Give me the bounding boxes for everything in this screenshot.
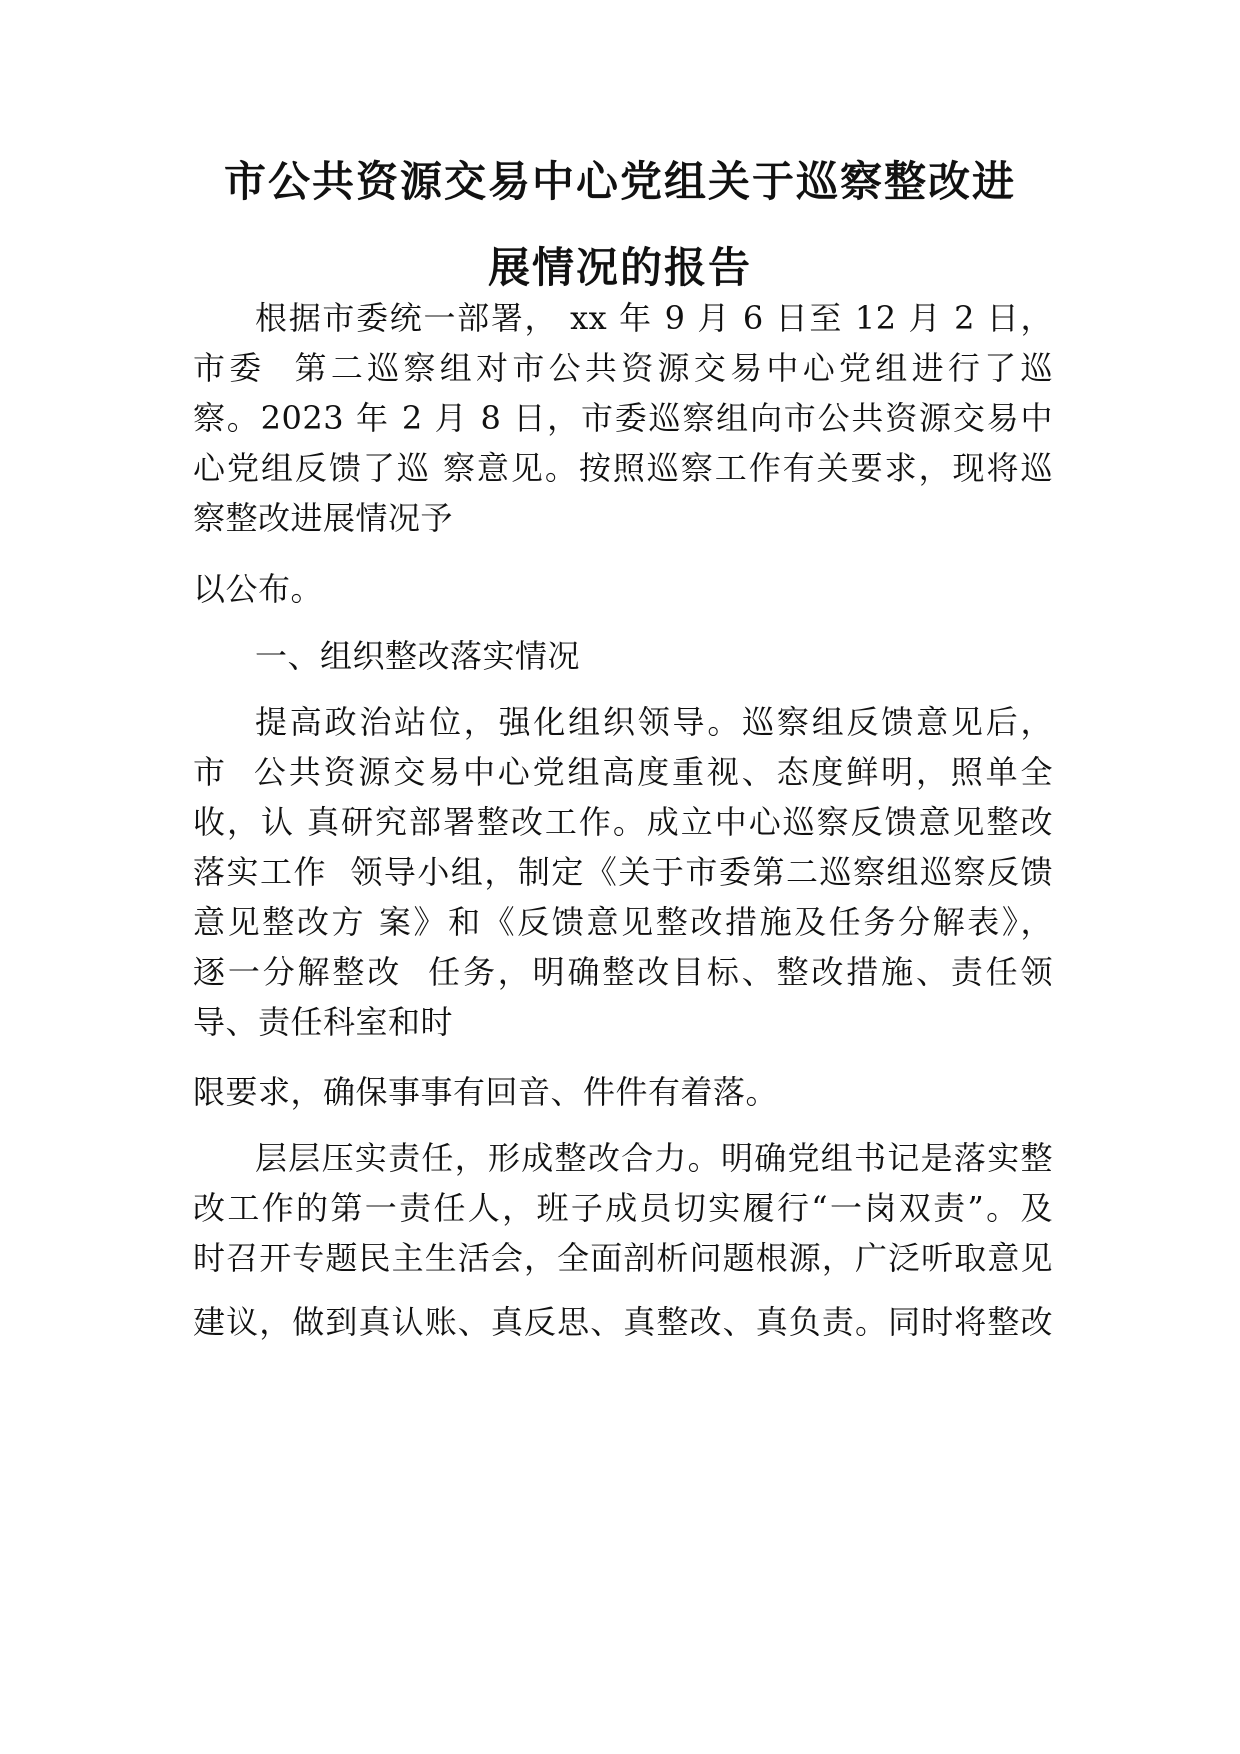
body-line-16: 层层压实责任，形成整改合力。明确党组书记是落实整: [255, 1139, 1053, 1177]
document-title-line-2: 展情况的报告: [487, 243, 752, 292]
body-line-6: 以公布。: [193, 570, 324, 608]
body-line-14: 导、责任科室和时: [193, 1003, 454, 1041]
body-line-9: 市 公共资源交易中心党组高度重视、态度鲜明，照单全: [193, 753, 1053, 791]
body-line-13: 逐一分解整改 任务，明确整改目标、整改措施、责任领: [193, 953, 1053, 991]
body-line-2: 市委 第二巡察组对市公共资源交易中心党组进行了巡: [193, 349, 1053, 387]
body-line-3: 察。2023 年 2 月 8 日，市委巡察组向市公共资源交易中: [193, 399, 1053, 437]
body-line-18: 时召开专题民主生活会，全面剖析问题根源，广泛听取意见: [193, 1239, 1053, 1277]
body-line-8: 提高政治站位，强化组织领导。巡察组反馈意见后，: [255, 703, 1053, 741]
body-line-10: 收，认 真研究部署整改工作。成立中心巡察反馈意见整改: [193, 803, 1053, 841]
body-line-15: 限要求，确保事事有回音、件件有着落。: [193, 1073, 779, 1111]
section-heading: 一、组织整改落实情况: [255, 637, 581, 675]
body-line-11: 落实工作 领导小组，制定《关于市委第二巡察组巡察反馈: [193, 853, 1053, 891]
body-line-19: 建议，做到真认账、真反思、真整改、真负责。同时将整改: [193, 1303, 1053, 1341]
body-line-12: 意见整改方 案》和《反馈意见整改措施及任务分解表》，: [193, 903, 1053, 941]
body-line-17: 改工作的第一责任人，班子成员切实履行“一岗双责”。及: [193, 1189, 1053, 1227]
body-line-4: 心党组反馈了巡 察意见。按照巡察工作有关要求，现将巡: [193, 449, 1053, 487]
body-line-1: 根据市委统一部署， xx 年 9 月 6 日至 12 月 2 日，: [255, 299, 1053, 337]
body-line-5: 察整改进展情况予: [193, 499, 454, 537]
document-title-line-1: 市公共资源交易中心党组关于巡察整改进: [223, 157, 1016, 206]
